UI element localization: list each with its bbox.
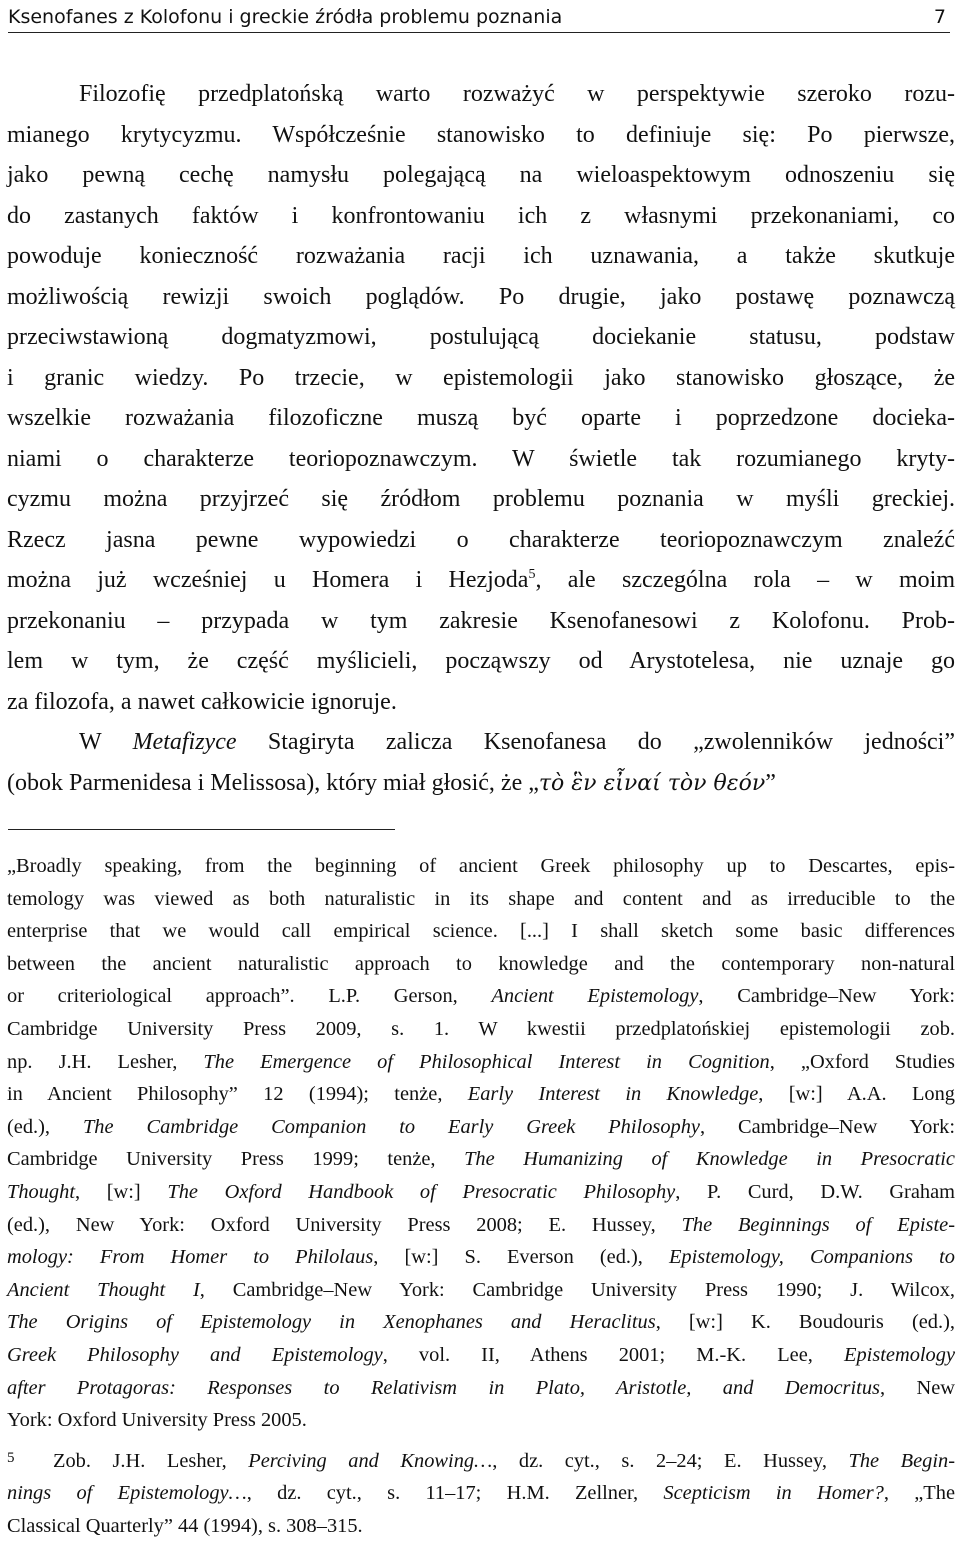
body-line: do zastanych faktów i konfrontowaniu ich z własnymi przekonaniami, co <box>7 202 955 229</box>
footnote-text: , [w:] A.A. Long <box>758 1083 955 1106</box>
body-line <box>7 560 955 601</box>
citation-title: mology: From Homer to Philolaus <box>7 1246 374 1269</box>
footnote-text: , [w:] S. Everson (ed.), <box>373 1246 669 1269</box>
footnotes <box>7 850 955 1542</box>
main-text <box>7 74 955 804</box>
page-number: 7 <box>933 6 946 28</box>
footnote-separator <box>8 829 395 830</box>
footnote-text: , Cambridge–New York: <box>699 1115 955 1138</box>
body-line: lem w tym, że część myślicieli, począwszy od Arystotelesa, nie uznaje go <box>7 648 955 674</box>
footnote-line <box>7 1111 955 1144</box>
body-text-segment: , ale szczególna rola – w moim <box>535 567 955 593</box>
footnote-line <box>7 1372 955 1405</box>
citation-title: after Protagoras: Responses to Relativism in Plato, Aristotle, and Democritus <box>7 1376 880 1399</box>
footnote-line <box>7 1339 955 1372</box>
body-text-segment: W <box>79 729 133 755</box>
citation-title: Epistemology <box>844 1343 955 1366</box>
citation-title: The Oxford Handbook of Presocratic Philosophy <box>167 1180 676 1203</box>
footnote-line <box>7 1046 955 1079</box>
footnote-line: York: Oxford University Press 2005. <box>7 1409 307 1432</box>
footnote-line <box>7 1143 955 1176</box>
citation-title: Ancient Thought I <box>7 1278 200 1301</box>
footnote-text: np. J.H. Lesher, <box>7 1050 204 1073</box>
body-text-segment: ” <box>765 769 776 796</box>
footnote-text: Zob. J.H. Lesher, <box>53 1449 249 1472</box>
body-line <box>7 722 955 763</box>
footnote-line: 5 Zob. J.H. Lesher, Perciving and Knowing…, dz. cyt., s. 2–24; E. Hussey, The Begin- <box>7 1449 955 1472</box>
citation-title: The Cambridge Companion to Early Greek Philosophy <box>82 1115 700 1138</box>
citation-title: The Origins of Epistemology in Xenophanes and Heraclitus <box>7 1311 656 1334</box>
footnote-text: , „Oxford Studies <box>769 1050 955 1073</box>
citation-title: Scepticism in Homer? <box>663 1482 884 1505</box>
body-line: możliwością rewizji swoich poglądów. Po drugie, jako postawę poznawczą <box>7 283 955 310</box>
body-line: przekonaniu – przypada w tym zakresie Ksenofanesowi z Kolofonu. Prob- <box>7 607 955 634</box>
citation-title: The Humanizing of Knowledge in Presocratic <box>464 1148 955 1171</box>
footnote-line <box>7 1306 955 1339</box>
body-line: niami o charakterze teoriopoznawczym. W świetle tak rozumianego kryty- <box>7 445 955 472</box>
body-line: i granic wiedzy. Po trzecie, w epistemologii jako stanowisko głoszące, że <box>7 364 955 391</box>
body-line <box>7 763 955 805</box>
footnote-text: , New <box>879 1376 955 1399</box>
citation-title: The Beginnings of Episte- <box>681 1213 955 1236</box>
footnote-line <box>7 1209 955 1242</box>
footnote-text: Cambridge University Press 1999; tenże, <box>7 1148 465 1171</box>
body-line: cyzmu można przyjrzeć się źródłom problemu poznania w myśli greckiej. <box>7 486 955 512</box>
book-title-italic: Metafizyce <box>132 729 237 755</box>
footnote-text: (ed.), <box>7 1115 83 1138</box>
body-line: wszelkie rozważania filozoficzne muszą być oparte i poprzedzone docieka- <box>7 405 955 431</box>
footnote-text: , dz. cyt., s. 2–24; E. Hussey, <box>492 1449 849 1472</box>
footnote-text: or criteriological approach”. L.P. Gerson, <box>7 985 492 1008</box>
footnote-text: , Cambridge–New York: <box>698 985 955 1008</box>
citation-title: nings of Epistemology… <box>7 1482 247 1505</box>
citation-title: The Begin- <box>848 1449 955 1472</box>
citation-title: Epistemology, Companions to <box>668 1246 955 1269</box>
footnote-text: , Cambridge–New York: Cambridge University Press 1990; J. Wilcox, <box>199 1278 955 1301</box>
footnote-text: , dz. cyt., s. 11–17; H.M. Zellner, <box>246 1482 664 1505</box>
footnote-line <box>7 1078 955 1111</box>
body-line: Filozofię przedplatońską warto rozważyć w perspektywie szeroko rozu- <box>79 81 955 107</box>
citation-title: Thought <box>7 1180 75 1203</box>
footnote-reference[interactable]: 5 <box>528 567 536 582</box>
footnote-text: in Ancient Philosophy” 12 (1994); tenże, <box>7 1083 468 1106</box>
running-title: Ksenofanes z Kolofonu i greckie źródła problemu poznania <box>8 6 563 28</box>
footnote-line <box>7 980 955 1013</box>
body-line: mianego krytycyzmu. Współcześnie stanowisko to definiuje się: Po pierwsze, <box>7 121 955 148</box>
footnote-line <box>7 1176 955 1209</box>
footnote-line <box>7 1274 955 1307</box>
body-line: powoduje konieczność rozważania racji ich uznawania, a także skutkuje <box>7 243 955 269</box>
footnote-line <box>7 1241 955 1274</box>
citation-title: Perciving and Knowing… <box>248 1449 493 1472</box>
body-text-segment: Stagiryta zalicza Ksenofanesa do „zwolenników jedności” <box>236 729 956 755</box>
footnote-line: between the ancient naturalistic approach to knowledge and the contemporary non-natural <box>7 952 955 975</box>
footnote-text: (ed.), New York: Oxford University Press 2008; E. Hussey, <box>7 1213 682 1236</box>
footnote-line: Cambridge University Press 2009, s. 1. W kwestii przedplatońskiej epistemologii zob. <box>7 1017 955 1040</box>
body-text-segment: (obok Parmenidesa i Melissosa), który miał głosić, że „ <box>7 769 539 796</box>
citation-title: Greek Philosophy and Epistemology <box>7 1343 383 1366</box>
body-line: Rzecz jasna pewne wypowiedzi o charakterze teoriopoznawczym znaleźć <box>7 526 955 553</box>
footnote-text: , „The <box>883 1482 955 1505</box>
footnote-line <box>7 1477 955 1510</box>
citation-title: The Emergence of Philosophical Interest in Cognition <box>203 1050 770 1073</box>
footnote-text: , vol. II, Athens 2001; M.-K. Lee, <box>382 1343 844 1366</box>
footnote-line: temology was viewed as both naturalistic in its shape and content and as irreducible to the <box>7 887 955 910</box>
body-line: za filozofa, a nawet całkowicie ignoruje. <box>7 688 397 715</box>
footnote-text: , [w:] <box>74 1180 168 1203</box>
footnote-text: , P. Curd, D.W. Graham <box>675 1180 956 1203</box>
footnote-line: „Broadly speaking, from the beginning of ancient Greek philosophy up to Descartes, epis- <box>7 855 955 877</box>
body-line: jako pewną cechę namysłu polegającą na wieloaspektowym odnoszeniu się <box>7 162 955 188</box>
body-line: przeciwstawioną dogmatyzmowi, postulującą dociekanie statusu, podstaw <box>7 324 955 350</box>
footnote-line: Classical Quarterly” 44 (1994), s. 308–315. <box>7 1514 363 1537</box>
citation-title: Ancient Epistemology <box>491 985 699 1008</box>
body-text-segment: można już wcześniej u Homera i Hezjoda <box>7 567 529 593</box>
greek-quote: τὸ ἓν εἶναί τὸν θεόν <box>538 770 766 796</box>
citation-title: Early Interest in Knowledge <box>467 1083 759 1106</box>
running-head <box>8 4 950 33</box>
footnote-text: , [w:] K. Boudouris (ed.), <box>655 1311 955 1334</box>
footnote-line: enterprise that we would call empirical science. [...] I shall sketch some basic differences <box>7 920 955 943</box>
